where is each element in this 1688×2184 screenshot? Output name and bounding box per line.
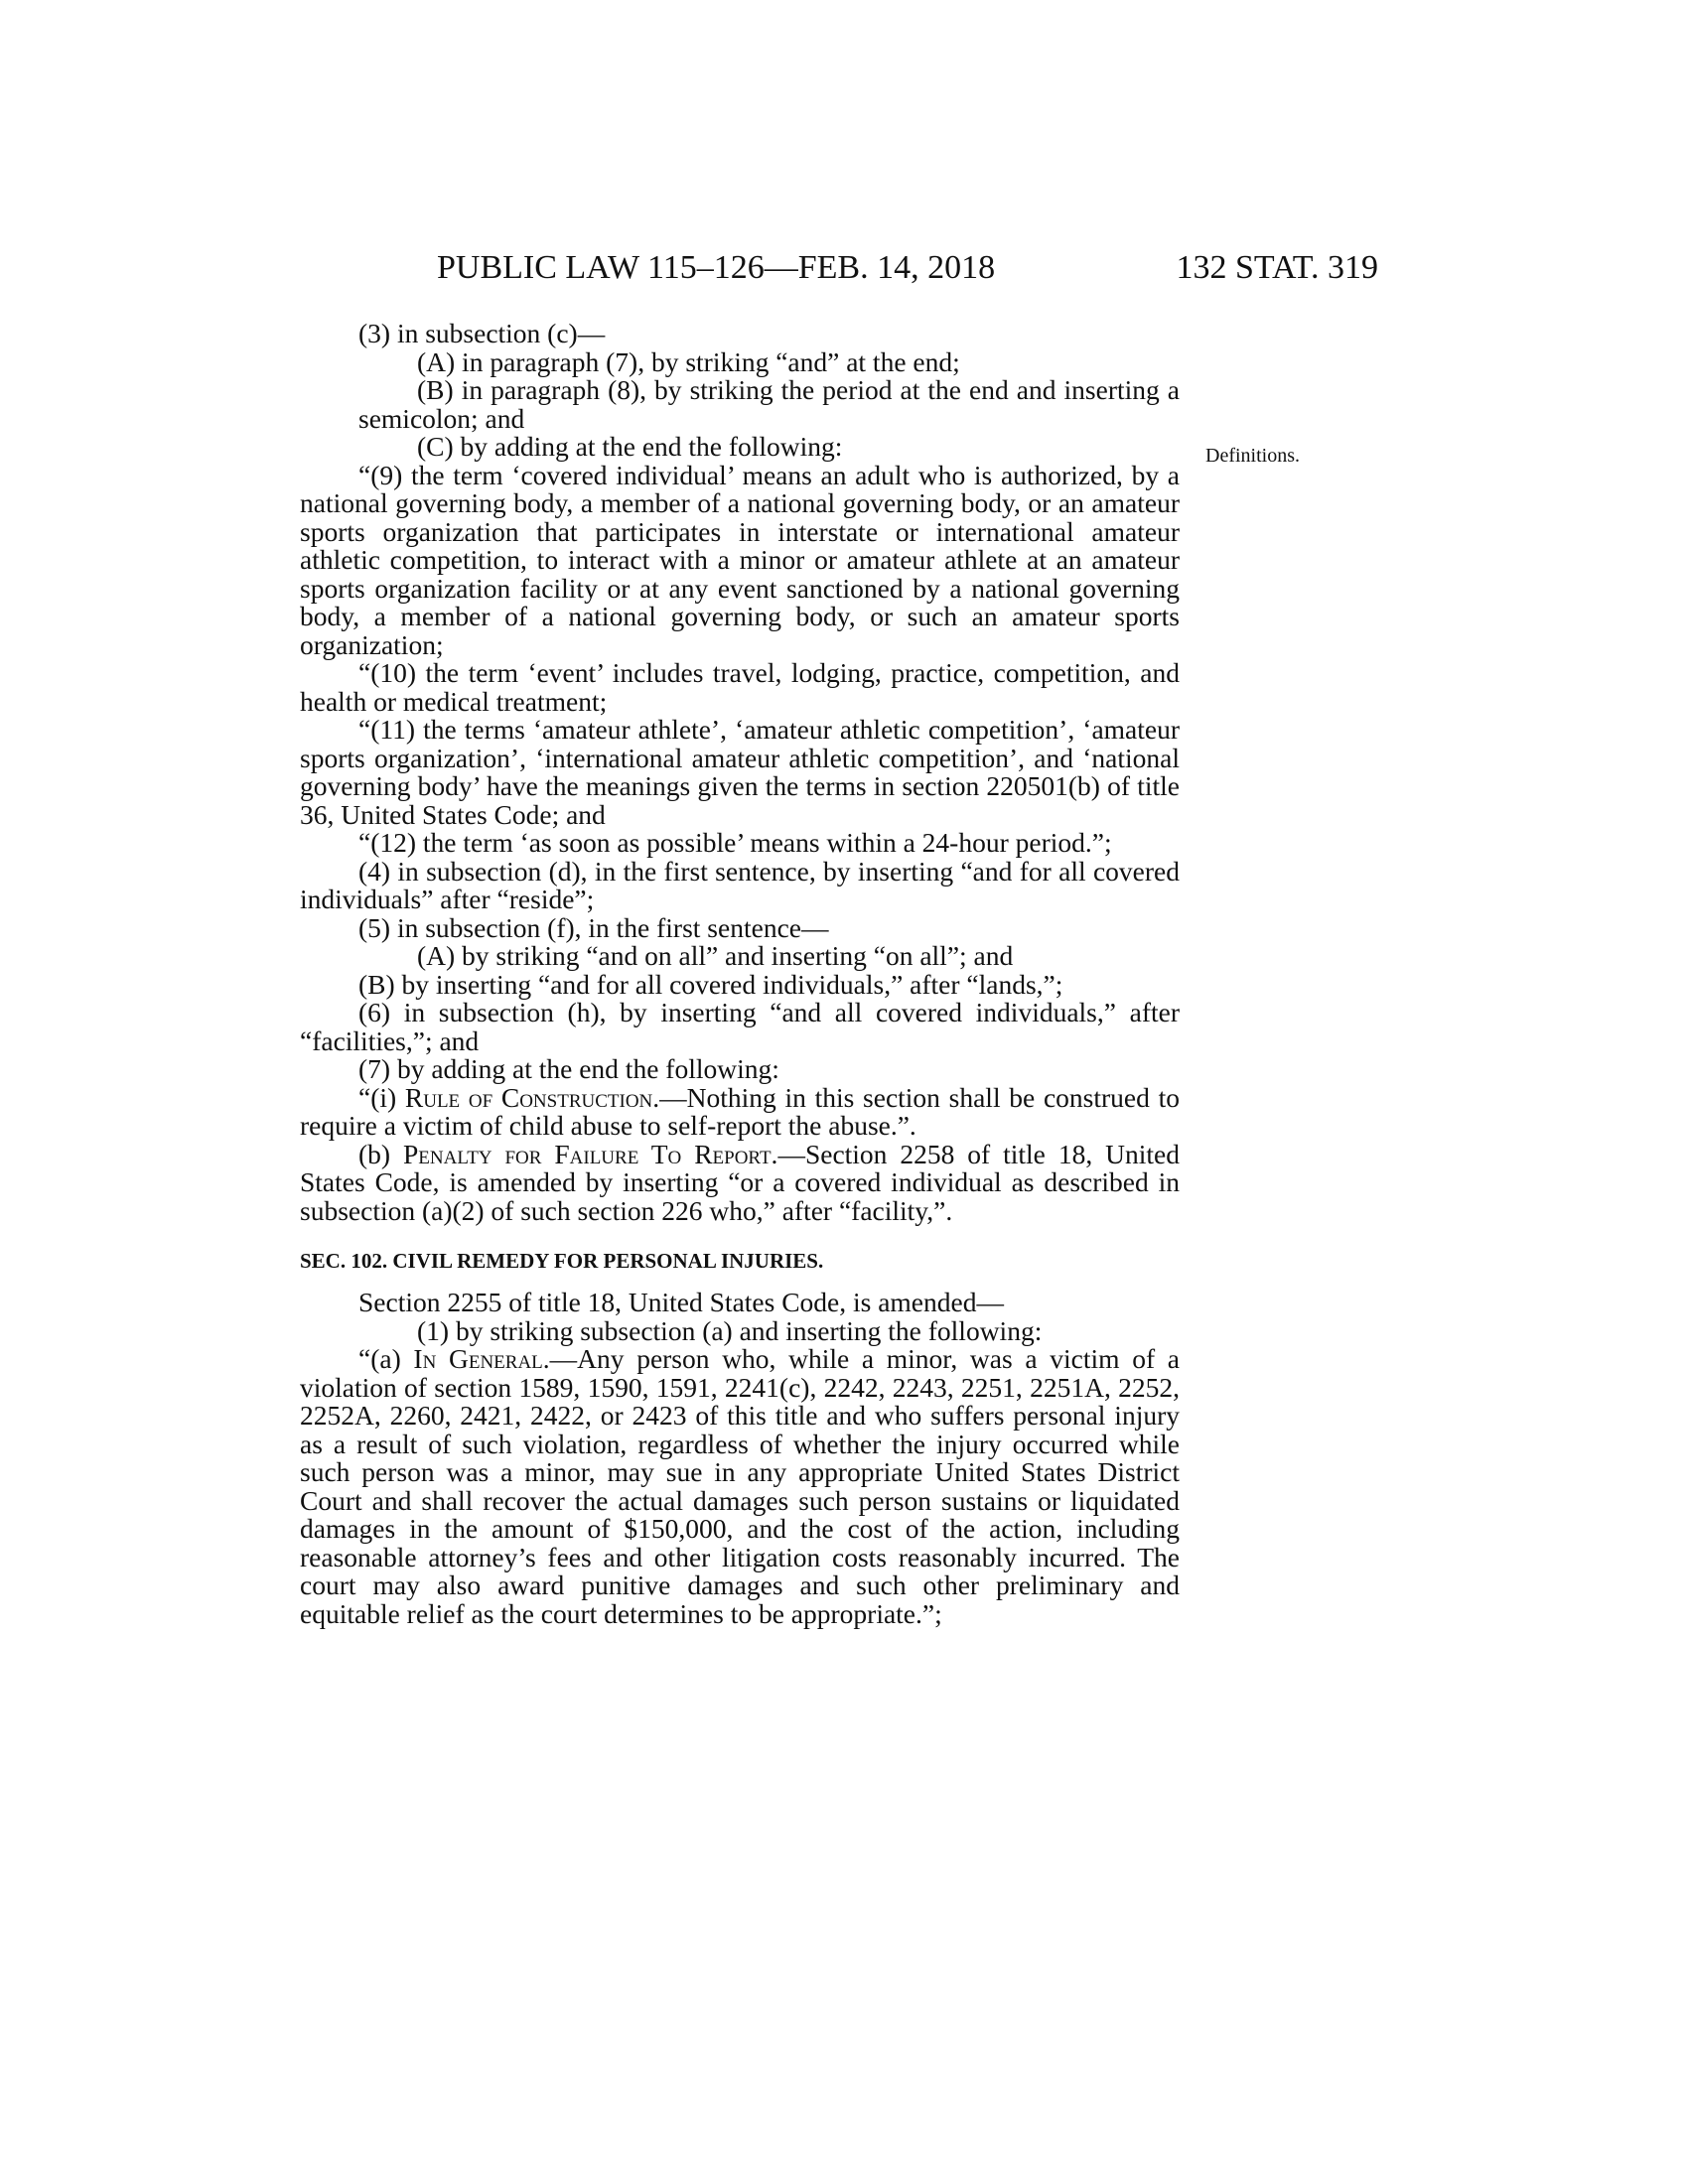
paragraph: (5) in subsection (f), in the first sentence— bbox=[358, 911, 829, 943]
law-citation: PUBLIC LAW 115–126—FEB. 14, 2018 bbox=[437, 249, 996, 286]
paragraph bbox=[300, 1138, 1180, 1226]
paragraph: (6) in subsection (h), by inserting “and all covered individuals,” after “facilities,”; and bbox=[300, 997, 1180, 1056]
paragraph-prefix: “(i) bbox=[358, 1081, 405, 1113]
paragraph: (7) by adding at the end the following: bbox=[358, 1053, 779, 1084]
paragraph: (A) in paragraph (7), by striking “and” at the end; bbox=[417, 345, 960, 377]
paragraph: (C) by adding at the end the following: bbox=[417, 431, 843, 462]
paragraph: (B) in paragraph (8), by striking the period at the end and inserting a semicolon; and bbox=[358, 374, 1180, 434]
paragraph: “(10) the term ‘event’ includes travel, lodging, practice, competition, and health or medical treatment; bbox=[300, 657, 1180, 717]
paragraph-prefix: (b) bbox=[358, 1138, 403, 1169]
paragraph bbox=[300, 1081, 1180, 1141]
paragraph: Section 2255 of title 18, United States Code, is amended— bbox=[358, 1287, 1004, 1317]
paragraph: (4) in subsection (d), in the first sentence, by inserting “and for all covered individuals” after “reside”; bbox=[300, 855, 1180, 914]
margin-note-definitions: Definitions. bbox=[1205, 445, 1300, 467]
page-body bbox=[300, 320, 1180, 1628]
paragraph-text: —Section 2258 of title 18, United States Code, is amended by inserting “or a covered individual as described in subsection (a)(2) of such section 226 who,” after “facility,”. bbox=[300, 1138, 1180, 1226]
running-header bbox=[437, 246, 1378, 290]
paragraph: (B) by inserting “and for all covered individuals,” after “lands,”; bbox=[358, 968, 1063, 1000]
caption-in-general: In General. bbox=[413, 1343, 550, 1374]
paragraph-text: —Any person who, while a minor, was a victim of a violation of section 1589, 1590, 1591, 2241(c), 2242, 2243, 2251, 2251A, 2252, 2252A, 2260, 2421, 2422, or 2423 of this title and who suffers personal injury as a result of such violation, regardless of whether the injury occurred while such person was a minor, may sue in any appropriate United States District Court and shall recover the actual damages such person sustains or liquidated damages in the amount of $150,000, and the cost of the action, including reasonable attorney’s fees and other litigation costs reasonably incurred. The court may also award punitive damages and such other preliminary and equitable relief as the court determines to be appropriate.”; bbox=[300, 1343, 1181, 1629]
section-heading: SEC. 102. CIVIL REMEDY FOR PERSONAL INJURIES. bbox=[300, 1249, 824, 1273]
caption-rule-of-construction: Rule of Construction. bbox=[404, 1081, 660, 1113]
paragraph bbox=[300, 1345, 1180, 1628]
caption-penalty-for-failure: Penalty for Failure To Report. bbox=[403, 1138, 778, 1169]
paragraph: (3) in subsection (c)— bbox=[358, 318, 606, 348]
statute-page-number: 132 STAT. 319 bbox=[1176, 249, 1378, 286]
paragraph: (A) by striking “and on all” and inserting “on all”; and bbox=[417, 940, 1014, 971]
paragraph: “(11) the terms ‘amateur athlete’, ‘amateur athletic competition’, ‘amateur sports organization’, ‘international amateur athletic competition’, and ‘national governing body’ have the meanings given the terms in section 220501(b) of title 36, United States Code; and bbox=[300, 714, 1180, 830]
paragraph-prefix: “(a) bbox=[358, 1343, 414, 1374]
paragraph: “(12) the term ‘as soon as possible’ means within a 24-hour period.”; bbox=[358, 827, 1112, 858]
paragraph: “(9) the term ‘covered individual’ means an adult who is authorized, by a national governing body, a member of a national governing body, or an amateur sports organization that participates in interstate or international amateur athletic competition, to interact with a minor or amateur athlete at an amateur sports organization facility or at any event sanctioned by a national governing body, a member of a national governing body, or such an amateur sports organization; bbox=[300, 459, 1180, 660]
paragraph: (1) by striking subsection (a) and inserting the following: bbox=[417, 1314, 1043, 1346]
paragraph-text: —Nothing in this section shall be construed to require a victim of child abuse to self-report the abuse.”. bbox=[300, 1081, 1180, 1141]
